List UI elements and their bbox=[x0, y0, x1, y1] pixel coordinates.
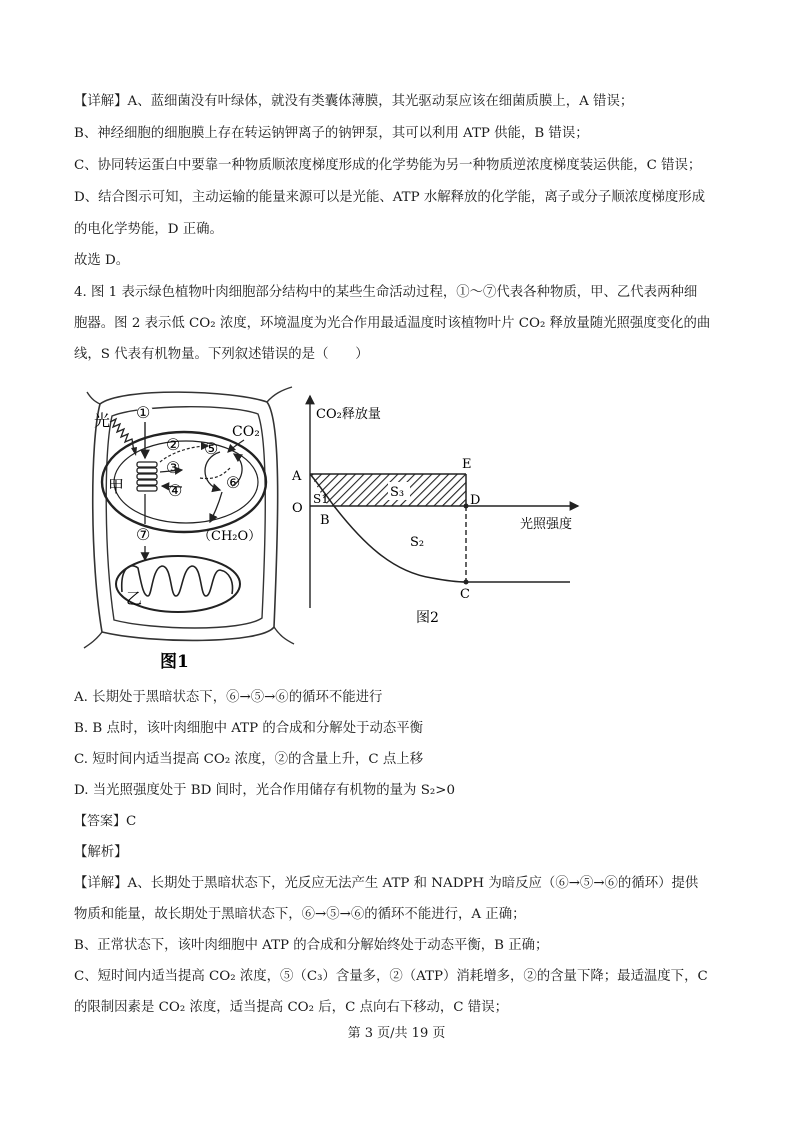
fig1-num-1: ① bbox=[136, 403, 151, 422]
fig1-num-2: ② bbox=[166, 435, 181, 454]
question-line-3: 线，S 代表有机物量。下列叙述错误的是（ ） bbox=[74, 347, 369, 362]
fig1-ch2o-label: （CH₂O） bbox=[198, 529, 262, 544]
fig2-s2-label: S₂ bbox=[410, 535, 425, 550]
chloroplast-outer bbox=[102, 432, 266, 532]
cell-wall-corner-br bbox=[274, 627, 294, 644]
fig1-num-4: ④ bbox=[168, 481, 183, 500]
figure-svg bbox=[82, 382, 582, 682]
fig2-point-o: O bbox=[292, 501, 303, 516]
fig1-num-7: ⑦ bbox=[136, 525, 151, 544]
fig2-point-b: B bbox=[320, 513, 330, 528]
fig2-point-d: D bbox=[470, 493, 481, 508]
answer-line bbox=[74, 812, 724, 832]
prev-explanation-line-6: 故选 D。 bbox=[74, 253, 130, 268]
answer-label: 【答案】 bbox=[74, 814, 127, 829]
fig1-caption: 图1 bbox=[160, 652, 189, 672]
fig2-point-e: E bbox=[462, 457, 472, 472]
explanation-line-2: 物质和能量，故长期处于黑暗状态下，⑥→⑤→⑥的循环不能进行，A 正确； bbox=[74, 907, 526, 922]
prev-explanation-line-5: 的电化学势能，D 正确。 bbox=[74, 222, 223, 237]
explanation-line-3: B、正常状态下，该叶肉细胞中 ATP 的合成和分解始终处于动态平衡，B 正确； bbox=[74, 938, 549, 953]
question-line-2: 胞器。图 2 表示低 CO₂ 浓度，环境温度为光合作用最适温度时该植物叶片 CO₂ 释放量随光照强度变化的曲 bbox=[74, 316, 711, 331]
explanation-line-5: 的限制因素是 CO₂ 浓度，适当提高 CO₂ 后，C 点向右下移动，C 错误； bbox=[74, 1000, 508, 1015]
fig1-cell-diagram bbox=[84, 387, 294, 672]
option-b: B. B 点时，该叶肉细胞中 ATP 的合成和分解处于动态平衡 bbox=[74, 721, 424, 736]
thylakoid-stack bbox=[137, 462, 157, 491]
option-a: A. 长期处于黑暗状态下，⑥→⑤→⑥的循环不能进行 bbox=[74, 690, 383, 705]
light-zigzag-icon bbox=[110, 419, 134, 452]
fig2-point-a: A bbox=[292, 469, 302, 484]
fig2-point-c: C bbox=[460, 587, 470, 602]
fig1-num-6: ⑥ bbox=[226, 473, 241, 492]
page-footer: 第 3 页/共 19 页 bbox=[347, 1026, 446, 1041]
answer-value: C bbox=[126, 814, 137, 829]
prev-explanation-line-3: C、协同转运蛋白中要靠一种物质顺浓度梯度形成的化学势能为另一种物质逆浓度梯度装运供能，C 错误； bbox=[74, 158, 702, 173]
prev-explanation-line-4: D、结合图示可知，主动运输的能量来源可以是光能、ATP 水解释放的化学能，离子或分子顺浓度梯度形成 bbox=[74, 190, 706, 205]
fig1-num-5: ⑤ bbox=[204, 439, 219, 458]
cell-wall-corner-tr bbox=[267, 387, 292, 402]
explanation-line-4: C、短时间内适当提高 CO₂ 浓度，⑤（C₃）含量多，②（ATP）消耗增多，②的含量下降；最适温度下，C bbox=[74, 969, 708, 984]
prev-explanation-line-2: B、神经细胞的细胞膜上存在转运钠钾离子的钠钾泵，其可以利用 ATP 供能，B 错误； bbox=[74, 126, 589, 141]
fig2-ylabel: CO₂释放量 bbox=[316, 407, 381, 422]
question-line-1: 4. 图 1 表示绿色植物叶肉细胞部分结构中的某些生命活动过程，①～⑦代表各种物质，甲、乙代表两种细 bbox=[74, 285, 698, 300]
prev-explanation-line-1: 【详解】A、蓝细菌没有叶绿体，就没有类囊体薄膜，其光驱动泵应该在细菌质膜上，A 错误； bbox=[74, 94, 634, 109]
analysis-label: 【解析】 bbox=[74, 845, 128, 860]
fig2-s1-label: S1 bbox=[313, 492, 329, 506]
fig2-s3-label: S₃ bbox=[390, 485, 405, 500]
fig1-organelle-b-label: 乙 bbox=[126, 589, 143, 608]
question-figure bbox=[82, 382, 582, 682]
option-c: C. 短时间内适当提高 CO₂ 浓度，②的含量上升，C 点上移 bbox=[74, 752, 424, 767]
cell-wall-corner-bl bbox=[84, 632, 102, 648]
fig1-light-label: 光 bbox=[94, 411, 111, 430]
fig1-num-3: ③ bbox=[166, 458, 181, 477]
cell-wall-corner-tl bbox=[87, 392, 100, 404]
fig2-graph bbox=[291, 396, 578, 626]
fig2-caption: 图2 bbox=[416, 610, 439, 626]
fig1-organelle-a-label: 甲 bbox=[108, 477, 125, 496]
fig1-co2-label: CO₂ bbox=[232, 424, 260, 440]
fig2-xlabel: 光照强度 bbox=[520, 517, 573, 532]
explanation-line-1: 【详解】A、长期处于黑暗状态下，光反应无法产生 ATP 和 NADPH 为暗反应（⑥→⑤→⑥的循环）提供 bbox=[74, 876, 699, 891]
option-d: D. 当光照强度处于 BD 间时，光合作用储存有机物的量为 S₂>0 bbox=[74, 783, 455, 798]
